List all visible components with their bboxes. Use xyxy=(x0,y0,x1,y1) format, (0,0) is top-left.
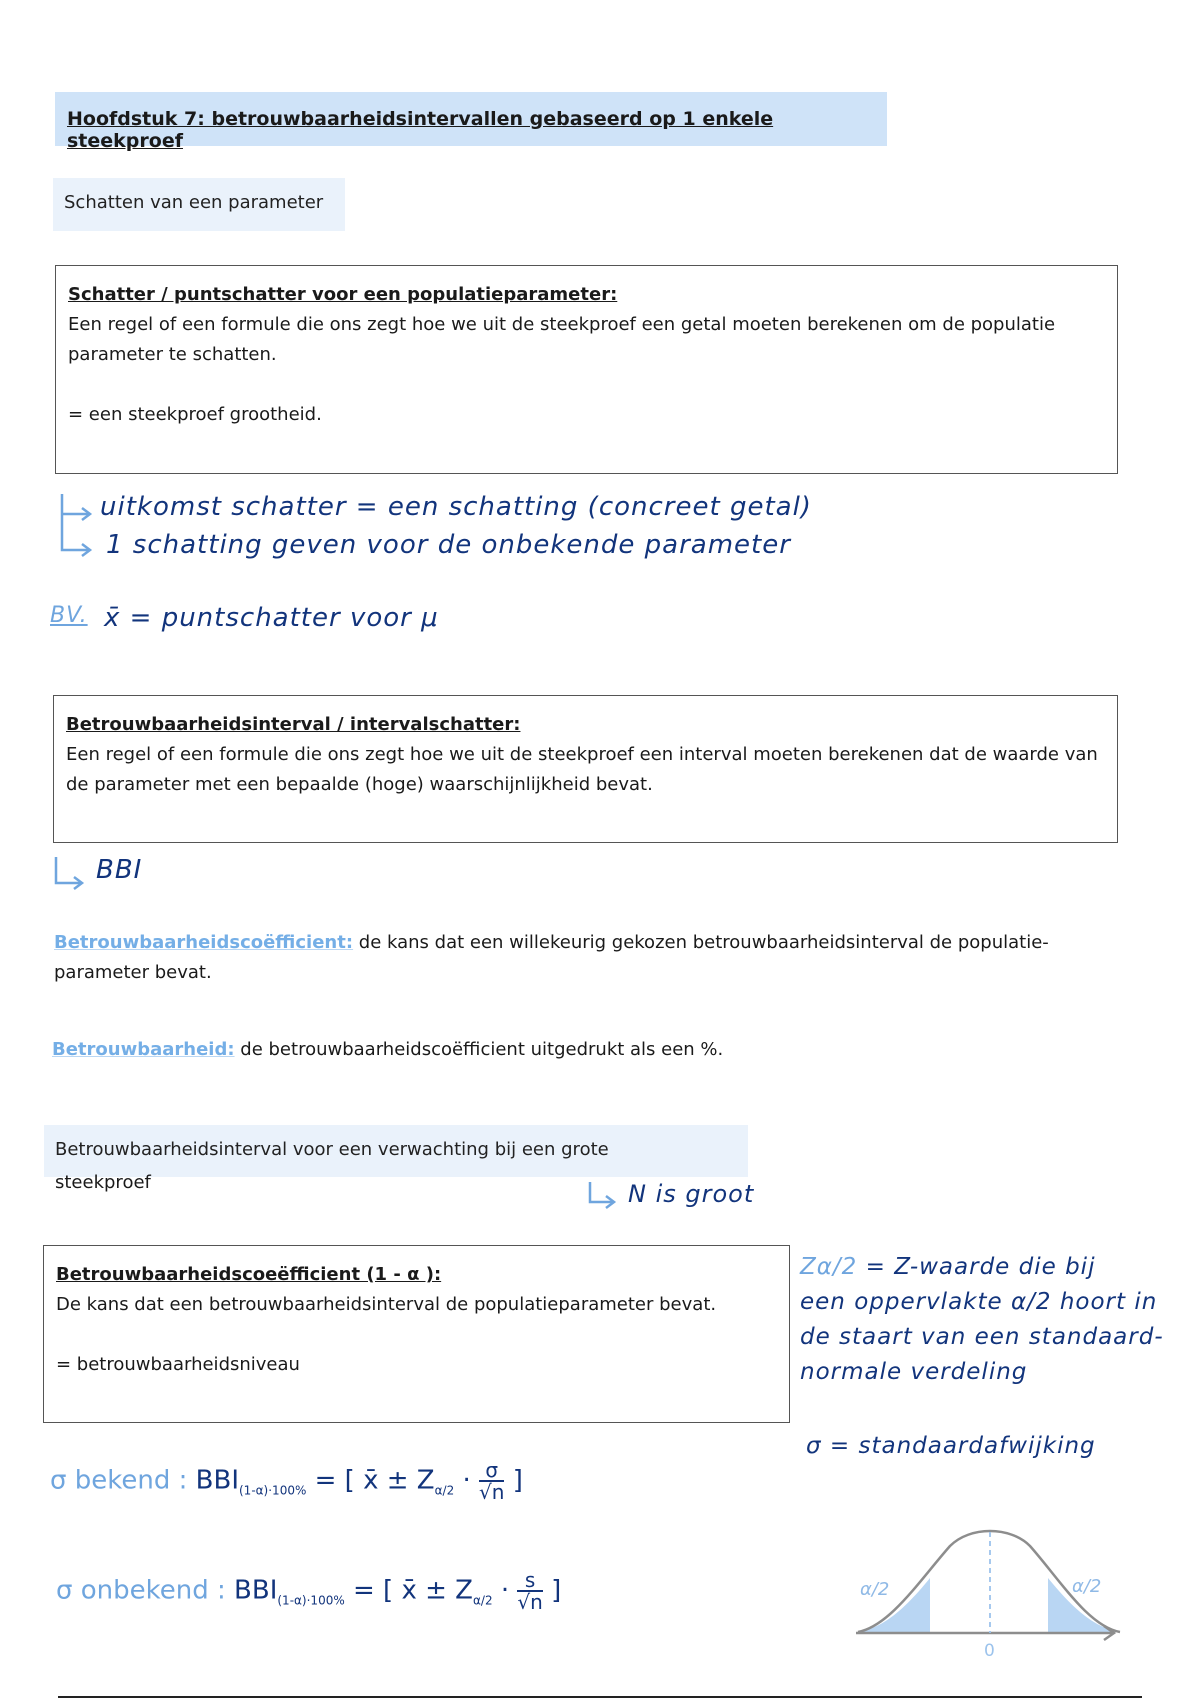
side-note-z-line1 xyxy=(800,1250,1190,1285)
formula-fraction xyxy=(517,1570,542,1612)
side-note-z-line4: normale verdeling xyxy=(800,1359,1028,1385)
bracket-arrow-icon xyxy=(58,492,98,557)
zero-label: 0 xyxy=(984,1641,995,1660)
arrow-icon xyxy=(52,855,86,891)
z-text: = Z-waarde die bij xyxy=(865,1254,1096,1280)
handnote-schatting: 1 schatting geven voor de onbekende parameter xyxy=(106,530,791,560)
formula-sub: (1-α)·100% xyxy=(277,1593,345,1608)
fraction-numerator: s xyxy=(517,1570,542,1592)
definition-body: De kans dat een betrouwbaarheidsinterval de populatieparameter bevat. xyxy=(56,1294,717,1315)
fraction-denominator: √n xyxy=(517,1590,543,1614)
definition-body: Een regel of een formule die ons zegt hoe we uit de steekproef een getal moeten berekenen om de populatie parameter te schatten. xyxy=(68,314,1056,365)
formula-condition: σ onbekend : xyxy=(56,1575,226,1606)
formula-left: = [ x̄ ± Z xyxy=(314,1465,435,1496)
fraction-numerator: σ xyxy=(479,1460,504,1482)
definition-box-coefficient xyxy=(43,1245,790,1423)
section-heading-bbi-verwachting: Betrouwbaarheidsinterval voor een verwachting bij een grote xyxy=(44,1125,748,1177)
definition-box-schatter xyxy=(55,265,1118,474)
formula-bbi: BBI xyxy=(234,1575,278,1606)
definition-title: Betrouwbaarheidscoeëfficient (1 - α ): xyxy=(56,1264,442,1285)
formula-bbi: BBI xyxy=(195,1465,239,1496)
definition-title: Betrouwbaarheidsinterval / intervalschatter: xyxy=(66,714,521,735)
handnote-n-groot: N is groot xyxy=(628,1180,755,1208)
side-note-z-line2: een oppervlakte α/2 hoort in xyxy=(800,1289,1158,1315)
right-tail-label: α/2 xyxy=(1072,1576,1102,1597)
term-betrouwbaarheid: Betrouwbaarheid: xyxy=(52,1039,235,1060)
definition-betrouwbaarheidscoefficient xyxy=(54,928,1114,988)
formula-left: = [ x̄ ± Z xyxy=(353,1575,473,1606)
example-text: x̄ = puntschatter voor μ xyxy=(104,603,439,633)
formula-right: ] xyxy=(551,1575,562,1606)
page-divider xyxy=(58,1696,1142,1698)
term-betrouwbaarheidscoefficient: Betrouwbaarheidscoëfficient: xyxy=(54,932,354,953)
formula-sigma-unknown: σ onbekend : $BBI_{(1-\alpha)\cdot 100\%}$ = [ x̄ ± $Z_{\alpha/2}$ · $\frac{s}{√n}$ ] xyxy=(56,1568,562,1614)
definition-title: Schatter / puntschatter voor een populatieparameter: xyxy=(68,284,618,305)
definition-note: = betrouwbaarheidsniveau xyxy=(56,1354,300,1375)
side-note-z xyxy=(800,1250,1190,1390)
formula-sub: (1-α)·100% xyxy=(239,1483,307,1498)
definition-text: de kans dat een willekeurig gekozen betrouwbaarheidsinterval de populatie-parameter bevat. xyxy=(54,932,1049,983)
formula-condition: σ bekend : xyxy=(50,1465,188,1496)
normal-curve-diagram xyxy=(850,1520,1130,1660)
formula-zsub: α/2 xyxy=(434,1483,455,1498)
side-note-sigma: σ = standaardafwijking xyxy=(806,1433,1096,1459)
handnote-uitkomst: uitkomst schatter = een schatting (concreet getal) xyxy=(100,492,812,522)
handnote-bbi: BBI xyxy=(96,855,143,885)
formula-sigma-known: σ bekend : $BBI_{(1-\alpha)\cdot 100\%}$ = [ x̄ ± $Z_{\alpha/2}$ · $\frac{\sigma}{√n}$ ] xyxy=(50,1458,523,1504)
left-tail-label: α/2 xyxy=(860,1579,890,1600)
side-note-z-line3: de staart van een standaard- xyxy=(800,1324,1164,1350)
arrow-icon xyxy=(586,1180,620,1210)
definition-note: = een steekproef grootheid. xyxy=(68,404,322,425)
fraction-denominator: √n xyxy=(479,1480,505,1504)
formula-fraction xyxy=(479,1460,504,1502)
chapter-title: Hoofdstuk 7: betrouwbaarheidsintervallen gebaseerd op 1 enkele steekproef xyxy=(55,92,887,146)
section-heading-schatten: Schatten van een parameter xyxy=(53,178,345,231)
formula-right: ] xyxy=(512,1465,523,1496)
definition-box-interval xyxy=(53,695,1118,843)
definition-text: de betrouwbaarheidscoëfficient uitgedrukt als een %. xyxy=(234,1039,724,1060)
definition-body: Een regel of een formule die ons zegt hoe we uit de steekproef een interval moeten berekenen dat de waarde van de parameter met een bepaalde (hoge) waarschijnlijkheid bevat. xyxy=(66,744,1098,795)
example-label: BV. xyxy=(50,603,88,628)
formula-zsub: α/2 xyxy=(472,1593,493,1608)
definition-betrouwbaarheid xyxy=(52,1035,1112,1065)
section-heading-continued: steekproef xyxy=(55,1172,151,1193)
z-symbol: Zα/2 xyxy=(800,1254,858,1280)
